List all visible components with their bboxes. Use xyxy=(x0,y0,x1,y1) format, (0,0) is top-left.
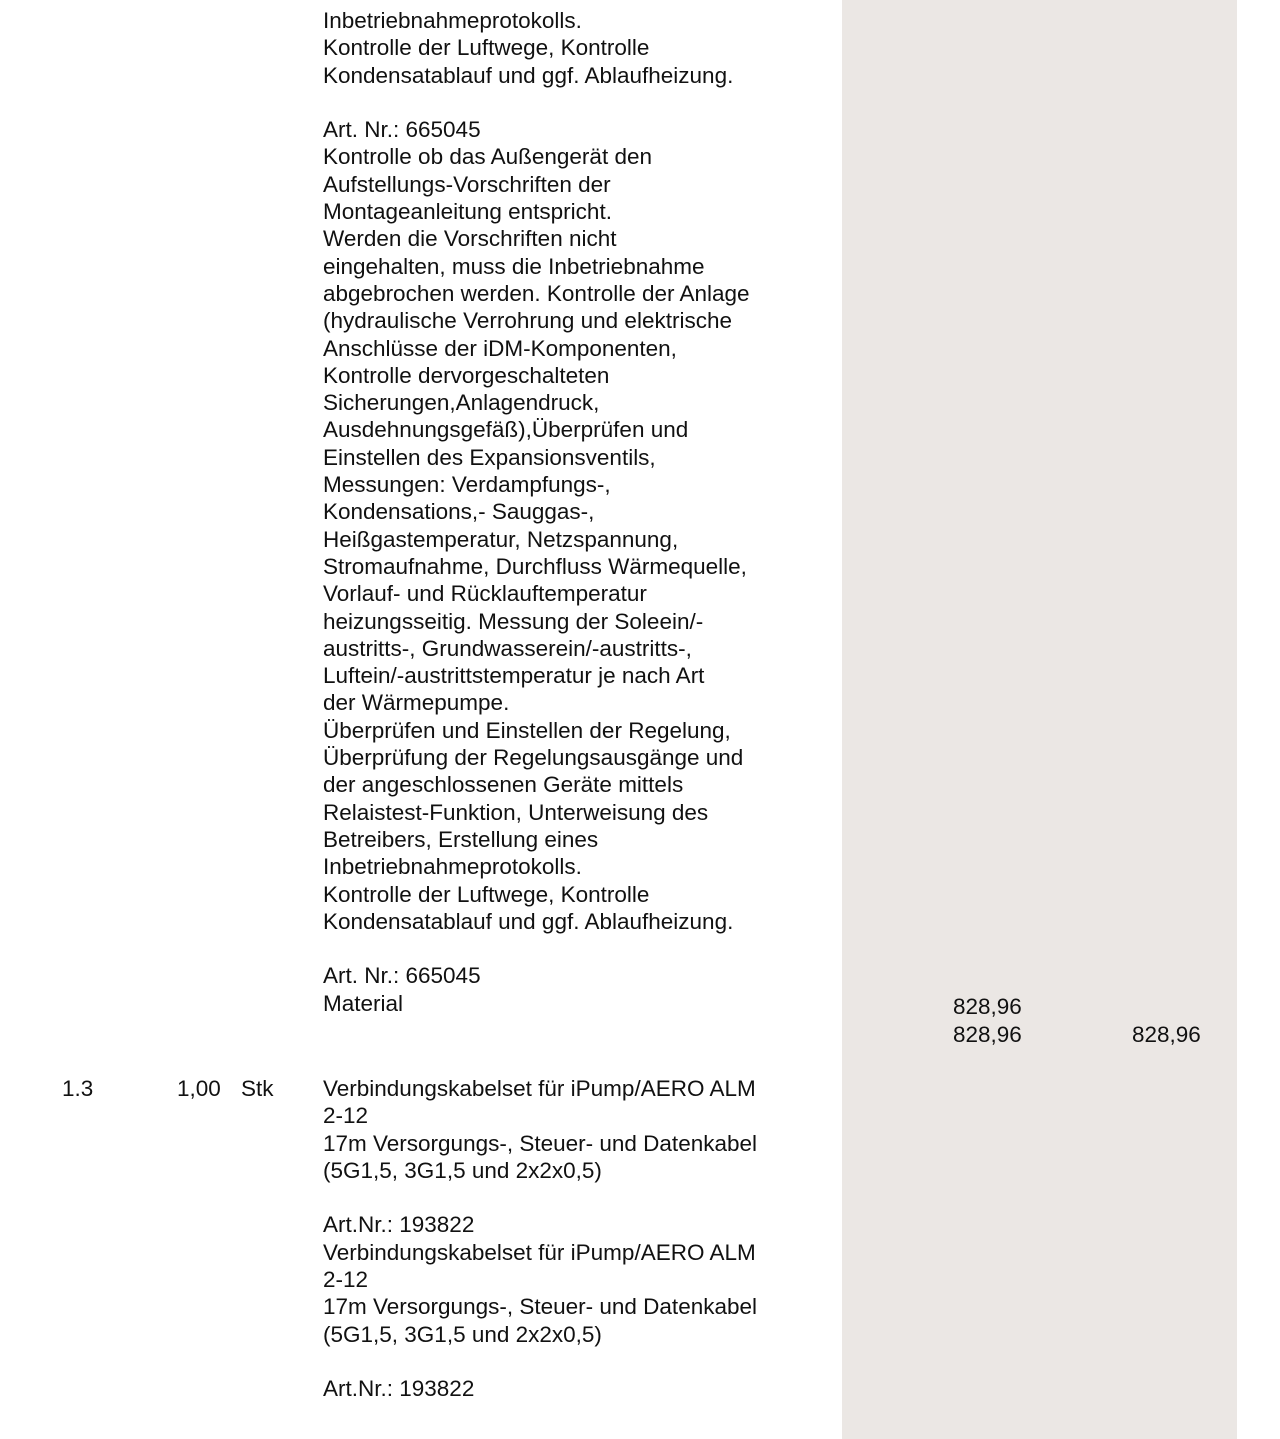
article-number: Art.Nr.: 193822 xyxy=(323,1212,475,1238)
description-line: Kondensations,- Sauggas-, xyxy=(323,499,595,525)
description-line: 2-12 xyxy=(323,1267,369,1293)
description-line: Montageanleitung entspricht. xyxy=(323,199,612,225)
description-line: Sicherungen,Anlagendruck, xyxy=(323,390,600,416)
description-line: Anschlüsse der iDM-Komponenten, xyxy=(323,335,677,361)
description-line: Inbetriebnahmeprotokolls. xyxy=(323,854,582,880)
description-line: austritts-, Grundwasserein/-austritts-, xyxy=(323,635,692,661)
item-1-3-description xyxy=(323,1075,757,1403)
description-line: Kontrolle ob das Außengerät den xyxy=(323,144,652,170)
description-line: Inbetriebnahmeprotokolls. xyxy=(323,8,582,33)
position-number: 1.3 xyxy=(62,1076,94,1101)
description-line: 2-12 xyxy=(323,1103,369,1129)
article-number: Art. Nr.: 665045 xyxy=(323,117,481,143)
description-line: Luftein/-austrittstemperatur je nach Art xyxy=(323,663,705,689)
description-line: Relaistest-Funktion, Unterweisung des xyxy=(323,799,709,825)
description-line: Einstellen des Expansionsventils, xyxy=(323,444,656,470)
description-line: Messungen: Verdampfungs-, xyxy=(323,472,611,498)
description-line: Überprüfung der Regelungsausgänge und xyxy=(323,745,744,771)
article-number: Art. Nr.: 665045 xyxy=(323,963,481,989)
description-line: 17m Versorgungs-, Steuer- und Datenkabel xyxy=(323,1130,758,1156)
description-line: Kontrolle der Luftwege, Kontrolle xyxy=(323,35,650,61)
description-line: der angeschlossenen Geräte mittels xyxy=(323,772,684,798)
description-line: Kontrolle dervorgeschalteten xyxy=(323,362,610,388)
description-line: Heißgastemperatur, Netzspannung, xyxy=(323,526,679,552)
material-label: Material xyxy=(323,990,404,1016)
unit: Stk xyxy=(241,1076,274,1101)
description-line: 17m Versorgungs-, Steuer- und Datenkabel xyxy=(323,1294,758,1320)
unit-price: 828,96 xyxy=(953,1022,1022,1047)
description-line: Überprüfen und Einstellen der Regelung, xyxy=(323,717,731,743)
description-line: Kondensatablauf und ggf. Ablaufheizung. xyxy=(323,908,734,934)
description-line: Betreibers, Erstellung eines xyxy=(323,826,599,852)
description-line: (hydraulische Verrohrung und elektrische xyxy=(323,308,732,334)
description-line: Ausdehnungsgefäß),Überprüfen und xyxy=(323,417,689,443)
material-price: 828,96 xyxy=(953,994,1022,1019)
description-line: Kondensatablauf und ggf. Ablaufheizung. xyxy=(323,62,734,88)
description-line: Kontrolle der Luftwege, Kontrolle xyxy=(323,881,650,907)
price-column-shading xyxy=(842,0,1237,1439)
item-1-2-description xyxy=(323,7,750,1017)
description-line: der Wärmepumpe. xyxy=(323,690,510,716)
description-line: Aufstellungs-Vorschriften der xyxy=(323,171,611,197)
description-line: Vorlauf- und Rücklauftemperatur xyxy=(323,581,647,607)
description-lines xyxy=(323,143,750,935)
article-number: Art.Nr.: 193822 xyxy=(323,1376,475,1402)
description-line: Verbindungskabelset für iPump/AERO ALM xyxy=(323,1239,756,1265)
total-price: 828,96 xyxy=(1132,1022,1201,1047)
description-line: Werden die Vorschriften nicht xyxy=(323,226,617,252)
description-line: eingehalten, muss die Inbetriebnahme xyxy=(323,253,705,279)
description-line: heizungsseitig. Messung der Soleein/- xyxy=(323,608,704,634)
description-line: Stromaufnahme, Durchfluss Wärmequelle, xyxy=(323,553,747,579)
description-line: Verbindungskabelset für iPump/AERO ALM xyxy=(323,1076,756,1101)
description-line: (5G1,5, 3G1,5 und 2x2x0,5) xyxy=(323,1157,602,1183)
description-line: (5G1,5, 3G1,5 und 2x2x0,5) xyxy=(323,1321,602,1347)
quantity: 1,00 xyxy=(177,1076,221,1101)
description-line: abgebrochen werden. Kontrolle der Anlage xyxy=(323,280,750,306)
